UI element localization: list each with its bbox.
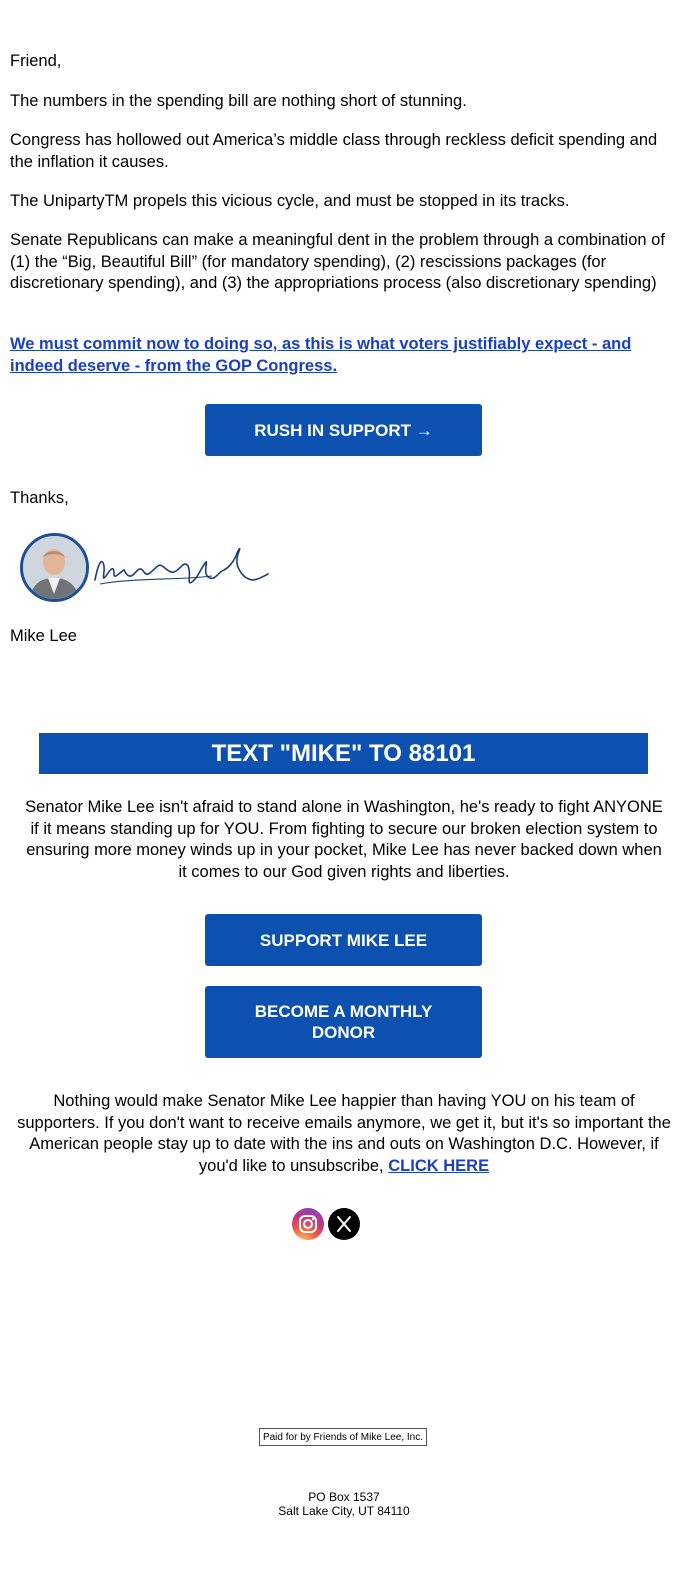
about-text: Senator Mike Lee isn't afraid to stand alone in Washington, he's ready to fight ANYONE if it means standing up for YOU. From fighting to secure our broken election system to ensuring more money winds up in your pocket, Mike Lee has never backed down when it comes to our God given rights and liberties.	[25, 798, 663, 881]
avatar	[20, 533, 89, 602]
x-icon[interactable]	[328, 1208, 360, 1240]
thanks-text: Thanks,	[10, 489, 69, 507]
commit-link[interactable]: We must commit now to doing so, as this is what voters justifiably expect - and indeed deserve - from the GOP Congress.	[10, 335, 632, 375]
paragraph-1: The numbers in the spending bill are nothing short of stunning.	[10, 92, 467, 110]
address-line-1: PO Box 1537	[308, 1490, 380, 1504]
paragraph-2: Congress has hollowed out America’s middle class through reckless deficit spending and the inflation it causes.	[10, 131, 658, 171]
paid-for-disclaimer: Paid for by Friends of Mike Lee, Inc.	[259, 1428, 427, 1446]
footer-text	[14, 1091, 674, 1177]
paragraph-4: Senate Republicans can make a meaningful dent in the problem through a combination of (1) the “Big, Beautiful Bill” (for mandatory spending), (2) rescissions packages (for discretionary spending), and (3) the appropriations process (also discretionary spending)	[10, 231, 665, 292]
signer-name: Mike Lee	[10, 627, 77, 645]
rush-in-support-button[interactable]: RUSH IN SUPPORT →	[205, 404, 482, 456]
paragraph-3: The UnipartyTM propels this vicious cycle, and must be stopped in its tracks.	[10, 192, 570, 210]
support-mike-lee-button[interactable]: SUPPORT MIKE LEE	[205, 914, 482, 966]
address-line-2: Salt Lake City, UT 84110	[278, 1504, 410, 1518]
become-monthly-donor-button[interactable]: BECOME A MONTHLY DONOR	[205, 986, 482, 1058]
text-mike-banner: TEXT "MIKE" TO 88101	[39, 733, 648, 774]
signature-image	[92, 536, 272, 592]
greeting: Friend,	[10, 52, 62, 70]
instagram-icon[interactable]	[292, 1208, 324, 1240]
footer-message: Nothing would make Senator Mike Lee happier than having YOU on his team of supporters. If you don't want to receive emails anymore, we get it, but it's so important the American people stay up to date with the ins and outs on Washington D.C. However, if you'd like to unsubscribe,	[17, 1092, 671, 1175]
unsubscribe-link[interactable]: CLICK HERE	[388, 1156, 490, 1175]
